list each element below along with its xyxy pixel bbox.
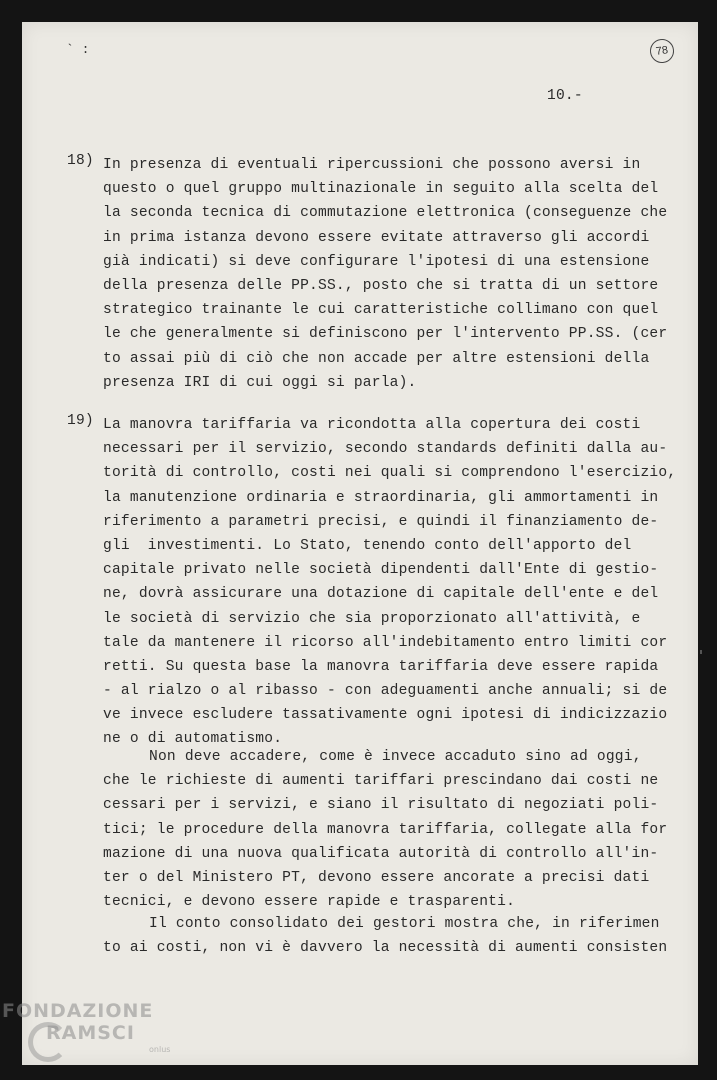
paragraph-body: [103, 413, 677, 752]
text-line: to ai costi, non vi è davvero la necessità di aumenti consisten: [103, 940, 668, 957]
text-line: questo o quel gruppo multinazionale in seguito alla scelta del: [103, 181, 659, 198]
watermark-logo: [2, 1000, 171, 1054]
page-number: 10.-: [547, 88, 583, 104]
text-line: La manovra tariffaria va ricondotta alla copertura dei costi: [103, 417, 641, 433]
text-line: ve invece escludere tassativamente ogni ipotesi di indicizzazio: [103, 707, 668, 724]
text-line: - al rialzo o al ribasso - con adeguamenti anche annuali; si de: [103, 683, 668, 700]
text-line: retti. Su questa base la manovra tariffaria deve essere rapida: [103, 658, 659, 675]
text-line: gli investimenti. Lo Stato, tenendo conto dell'apporto del: [103, 537, 632, 554]
text-line: Non deve accadere, come è invece accaduto sino ad oggi,: [149, 749, 642, 765]
text-line: tici; le procedure della manovra tariffaria, collegate alla for: [103, 821, 668, 838]
paragraph-body: [103, 153, 668, 395]
text-line: della presenza delle PP.SS., posto che si tratta di un settore: [103, 277, 659, 294]
paragraph-body: [103, 912, 668, 960]
text-line: la manutenzione ordinaria e straordinaria, gli ammortamenti in: [103, 489, 659, 506]
text-line: le che generalmente si definiscono per l'intervento PP.SS. (cer: [103, 326, 668, 343]
text-line: capitale privato nelle società dipendenti dall'Ente di gestio-: [103, 562, 659, 579]
text-line: riferimento a parametri precisi, e quindi il finanziamento de-: [103, 513, 659, 530]
watermark-line1: FONDAZIONE: [2, 1000, 154, 1022]
watermark-line2: RAMSCI: [46, 1022, 135, 1044]
text-line: Il conto consolidato dei gestori mostra che, in riferimen: [149, 916, 660, 932]
text-line: ter o del Ministero PT, devono essere ancorate a precisi dati: [103, 869, 650, 886]
text-line: tecnici, e devono essere rapide e trasparenti.: [103, 894, 516, 911]
text-line: ne o di automatismo.: [103, 731, 283, 748]
text-line: presenza IRI di cui oggi si parla).: [103, 374, 417, 391]
text-line: torità di controllo, costi nei quali si comprendono l'esercizio,: [103, 465, 677, 482]
text-line: in prima istanza devono essere evitate attraverso gli accordi: [103, 229, 650, 246]
ink-mark: [700, 650, 702, 654]
watermark-line3: onlus: [149, 1045, 171, 1054]
text-line: che le richieste di aumenti tariffari prescindano dai costi ne: [103, 773, 659, 790]
document-page: [22, 22, 698, 1065]
text-line: la seconda tecnica di commutazione elettronica (conseguenze che: [103, 205, 668, 222]
text-line: ne, dovrà assicurare una dotazione di capitale dell'ente e del: [103, 586, 659, 603]
text-line: necessari per il servizio, secondo standards definiti dalla au-: [103, 441, 668, 458]
archive-stamp: 78: [648, 37, 675, 64]
text-line: già indicati) si deve configurare l'ipotesi di una estensione: [103, 253, 650, 270]
text-line: mazione di una nuova qualificata autorità di controllo all'in-: [103, 845, 659, 862]
paragraph-number: 18): [67, 153, 94, 169]
paragraph-body: [103, 745, 668, 914]
text-line: to assai più di ciò che non accade per altre estensioni della: [103, 350, 650, 367]
paragraph-number: 19): [67, 413, 94, 429]
text-line: cessari per i servizi, e siano il risultato di negoziati poli-: [103, 797, 659, 814]
text-line: le società di servizio che sia proporzionato all'attività, e: [103, 610, 641, 627]
text-line: strategico trainante le cui caratteristiche collimano con quel: [103, 302, 659, 319]
corner-marks: ` :: [66, 42, 90, 57]
text-line: tale da mantenere il ricorso all'indebitamento entro limiti cor: [103, 634, 668, 651]
text-line: In presenza di eventuali ripercussioni che possono aversi in: [103, 157, 641, 173]
